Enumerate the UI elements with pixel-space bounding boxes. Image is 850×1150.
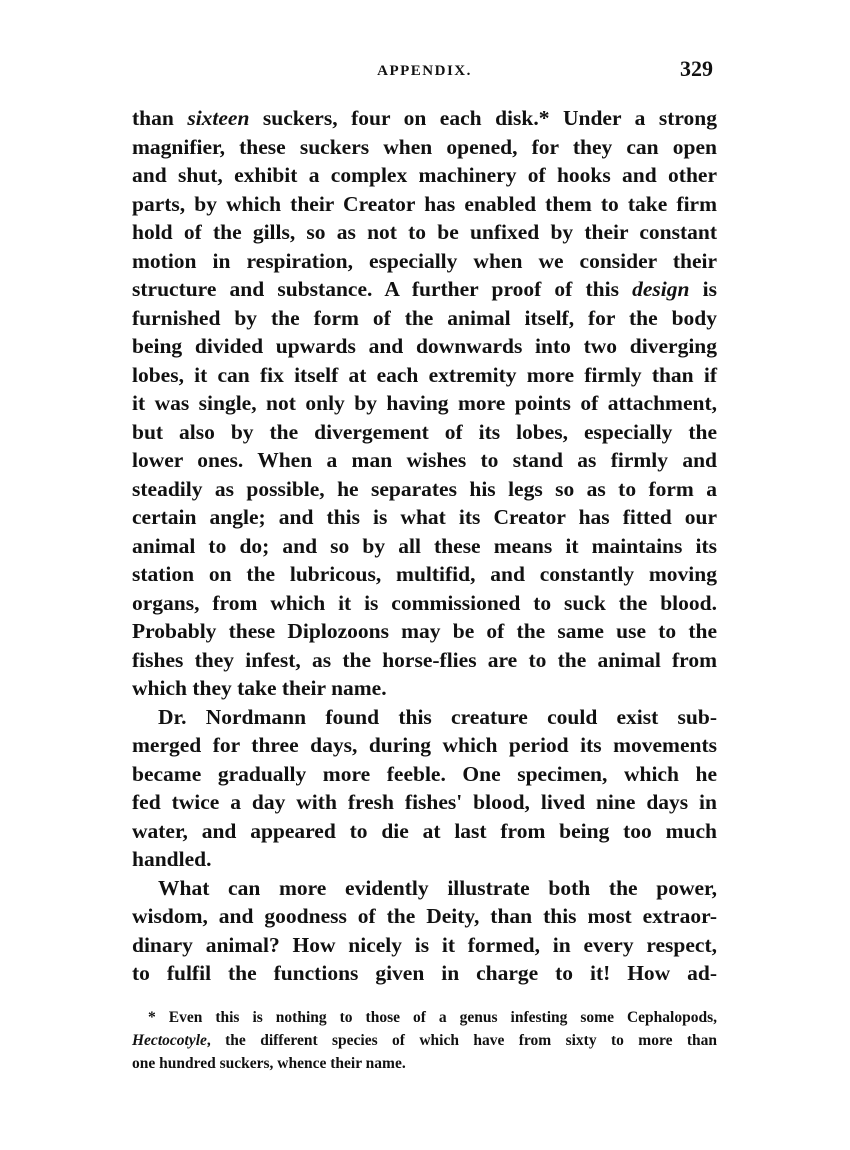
paragraph-3 [132,874,717,988]
text-line: handled. [132,847,212,871]
text-line: lobes, it can fix itself at each extremity more firmly than if [132,362,717,387]
italic-word: Hectocotyle [132,1032,207,1049]
footnote-line: Hectocotyle, the different species of which have from sixty to more than [132,1032,717,1049]
text-line: lower ones. When a man wishes to stand as firmly and [132,448,717,472]
footnote-line: one hundred suckers, whence their name. [132,1055,406,1072]
text-line: fishes they infest, as the horse-flies are to the animal from [132,647,717,672]
text-line: magnifier, these suckers when opened, for they can open [132,134,717,159]
text-line: What can more evidently illustrate both the power, [158,875,717,900]
text-line: Dr. Nordmann found this creature could exist sub- [158,704,717,729]
text-line: motion in respiration, especially when we consider their [132,248,717,273]
running-title: APPENDIX. [377,63,472,79]
italic-word: sixteen [187,106,250,130]
footnote-line: * Even this is nothing to those of a genus infesting some Cephalopods, [148,1009,717,1026]
text-line: fed twice a day with fresh fishes' blood, lived nine days in [132,790,717,814]
body-text [132,104,717,988]
page-number: 329 [680,56,713,81]
text-line: being divided upwards and downwards into two diverging [132,334,717,358]
text-line: hold of the gills, so as not to be unfixed by their constant [132,220,717,244]
text-line: it was single, not only by having more points of attachment, [132,391,717,415]
footnote [132,1006,717,1075]
text-line: certain angle; and this is what its Creator has fitted our [132,505,717,529]
text-line: water, and appeared to die at last from being too much [132,818,717,843]
text-line: but also by the divergement of its lobes, especially the [132,419,717,444]
italic-word: design [632,277,690,301]
text-line: furnished by the form of the animal itself, for the body [132,305,717,330]
text-line: station on the lubricous, multifid, and constantly moving [132,562,717,586]
running-header [132,56,717,86]
text-line: and shut, exhibit a complex machinery of hooks and other [132,163,717,187]
text-line: wisdom, and goodness of the Deity, than this most extraor- [132,904,717,928]
text-line: became gradually more feeble. One specimen, which he [132,761,717,786]
paragraph-2 [132,703,717,874]
text-line: steadily as possible, he separates his legs so as to form a [132,476,717,501]
text-line: merged for three days, during which period its movements [132,733,717,757]
text-line: organs, from which it is commissioned to suck the blood. [132,590,717,615]
text-line: parts, by which their Creator has enabled them to take firm [132,191,717,216]
text-line: Probably these Diplozoons may be of the same use to the [132,619,717,643]
text-line: than sixteen suckers, four on each disk.* Under a strong [132,106,717,130]
text-line: to fulfil the functions given in charge to it! How ad- [132,961,717,985]
text-line: dinary animal? How nicely is it formed, in every respect, [132,932,717,957]
paragraph-1 [132,104,717,703]
text-line: structure and substance. A further proof of this design is [132,277,717,301]
text-line: animal to do; and so by all these means it maintains its [132,533,717,558]
text-line: which they take their name. [132,676,387,700]
